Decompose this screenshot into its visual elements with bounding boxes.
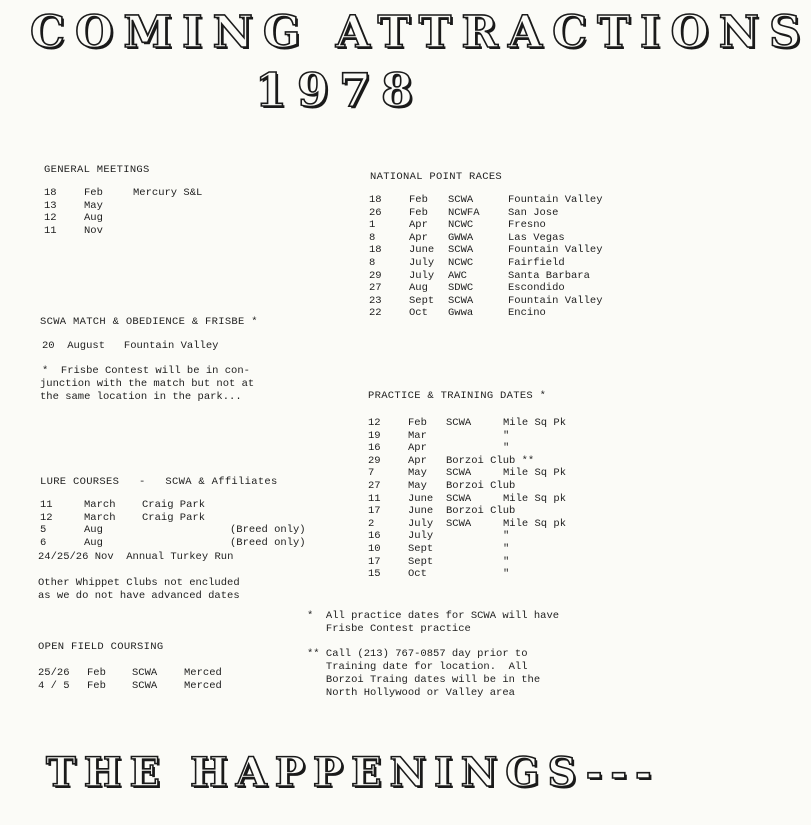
table-row: 2 July SCWA Mile Sq pk <box>368 517 567 530</box>
table-row: 18 June SCWA Fountain Valley <box>369 244 603 257</box>
lure-heading: LURE COURSES - SCWA & Affiliates <box>40 476 278 488</box>
table-row: 1 Apr NCWC Fresno <box>369 219 546 232</box>
general-meetings-table <box>44 187 202 237</box>
table-row: 16 Apr " <box>368 442 510 455</box>
table-row: 5 Aug (Breed only) <box>40 524 306 537</box>
table-row: 11 Nov <box>44 224 103 237</box>
table-row: 22 Oct Gwwa Encino <box>369 307 546 320</box>
practice-note-2a: ** Call (213) 767-0857 day prior to <box>307 648 528 660</box>
practice-note-2c: Borzoi Traing dates will be in the <box>307 674 541 686</box>
table-row: 13 May <box>44 199 103 212</box>
table-row: 4 / 5 Feb SCWA Merced <box>38 679 222 692</box>
page-year: 1978 <box>255 63 424 117</box>
table-row: 27 May Borzoi Club <box>368 479 516 492</box>
practice-note-1a: * All practice dates for SCWA will have <box>307 610 560 622</box>
open-field-table <box>38 667 222 692</box>
open-field-heading: OPEN FIELD COURSING <box>38 641 164 653</box>
table-row: 15 Oct " <box>368 568 510 581</box>
match-line: 20 August Fountain Valley <box>42 340 219 352</box>
table-row: 18 Feb SCWA Fountain Valley <box>369 194 603 206</box>
footer-title: THE HAPPENINGS--- <box>46 749 660 796</box>
lure-table <box>40 499 306 549</box>
practice-note-2d: North Hollywood or Valley area <box>307 687 515 699</box>
national-table <box>369 194 603 320</box>
table-row: 8 July NCWC Fairfield <box>369 256 565 269</box>
match-heading: SCWA MATCH & OBEDIENCE & FRISBE * <box>40 316 258 328</box>
lure-turkey-run: 24/25/26 Nov Annual Turkey Run <box>38 551 234 563</box>
table-row: 6 Aug (Breed only) <box>40 536 306 549</box>
table-row: 7 May SCWA Mile Sq Pk <box>368 467 567 480</box>
table-row: 19 Mar " <box>368 429 510 442</box>
table-row: 18 Feb Mercury S&L <box>44 187 203 199</box>
table-row: 16 July " <box>368 530 510 543</box>
table-row: 10 Sept " <box>368 542 510 555</box>
table-row: 12 March Craig Park <box>40 511 206 524</box>
practice-table <box>368 417 566 581</box>
table-row: 11 March Craig Park <box>40 499 206 511</box>
table-row: 11 June SCWA Mile Sq pk <box>368 492 567 505</box>
national-heading: NATIONAL POINT RACES <box>370 171 503 183</box>
table-row: 17 June Borzoi Club <box>368 505 516 518</box>
lure-note-2: as we do not have advanced dates <box>38 590 240 602</box>
table-row: 23 Sept SCWA Fountain Valley <box>369 294 603 307</box>
table-row: 12 Aug <box>44 212 103 225</box>
lure-note-1: Other Whippet Clubs not encluded <box>38 577 240 589</box>
table-row: 25/26 Feb SCWA Merced <box>38 667 222 679</box>
table-row: 26 Feb NCWFA San Jose <box>369 206 559 219</box>
match-note-3: the same location in the park... <box>40 391 242 403</box>
page-title: COMING ATTRACTIONS <box>30 7 811 58</box>
table-row: 17 Sept " <box>368 555 510 568</box>
table-row: 8 Apr GWWA Las Vegas <box>369 231 565 244</box>
practice-note-1b: Frisbe Contest practice <box>307 623 471 635</box>
match-note-1: * Frisbe Contest will be in con- <box>42 365 250 377</box>
practice-heading: PRACTICE & TRAINING DATES * <box>368 390 547 402</box>
practice-note-2b: Training date for location. All <box>307 661 528 673</box>
table-row: 12 Feb SCWA Mile Sq Pk <box>368 417 567 429</box>
table-row: 29 July AWC Santa Barbara <box>369 269 590 282</box>
match-note-2: junction with the match but not at <box>40 378 255 390</box>
table-row: 27 Aug SDWC Escondido <box>369 282 565 295</box>
general-meetings-heading: GENERAL MEETINGS <box>44 164 150 176</box>
table-row: 29 Apr Borzoi Club ** <box>368 454 535 467</box>
